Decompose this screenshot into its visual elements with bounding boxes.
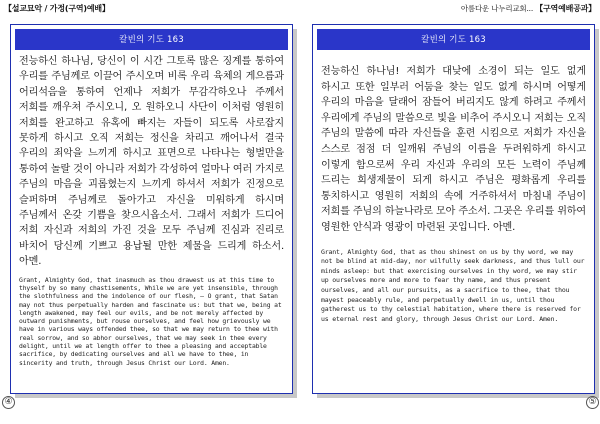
- korean-prayer-text: 전능하신 하나님, 당신이 이 시간 그토록 많은 징계를 통하여 우리를 주님께로 이끌어 주시오며 비록 우리 육체의 게으름과 어리석음을 통하여 언제나 저희가 무감각하오나 주께서 저희를 깨우쳐 주시오니, 오 원하오니 사단이 이처럼 영원히 저희를 완고하고 유혹에 빠지는 자들이 되도록 사로잡지 못하게 하시고 오직 저희는 정신을 차리고 깨어나서 결국 우리의 죄악을 느끼게 하시고 표면으로 나타나는 형벌만을 통하여 놀랄 것이 아니라 저희가 각성하여 얼마나 여러 가지로 주님의 마음을 괴롭혔는지 느끼게 하셔서 저희가 진정으로 슬퍼하며 주님께로 돌아가고 자신을 미워하게 하시며 주님께서 온갖 기쁨을 찾으시옵소서. 그래서 저희가 드디어 저희 자신과 저희의 가진 것을 모두 주님께 진심과 진리로 바치어 당신께 기쁘고 용납될 만한 제물을 드리게 하소서. 아멘.: [19, 56, 284, 268]
- english-prayer-text: Grant, Almighty God, that as thou shinest on us by thy word, we may not be blind at mid-day, nor wilfully seek darkness, and thus lull our minds asleep: but that exercising ourselves in thy word, we may stir up ourselves more and more to fear thy name, and thus present ourselves, and all our pursuits, as a sacrifice to thee, that thou mayest peaceably rule, and perpetually dwell in us, until thou gatherest us to thy celestial habitation, where there is reserved for us eternal rest and glory, through Jesus Christ our Lord. Amen.: [321, 247, 585, 323]
- header-section-name: 【구역예배공과】: [535, 4, 596, 13]
- korean-prayer-text: 전능하신 하나님! 저희가 대낮에 소경이 되는 일도 없게 하시고 또한 일부러 어둠을 찾는 일도 없게 하시며 어떻게 우리의 마음을 달래어 잠들어 버리지도 않게 하려고 주께서 우리에게 주님의 말씀으로 빛을 비추어 주시오니 저희는 오직 주님의 말씀에 따라 자신들을 훈련 시킴으로 저희가 자신을 스스로 점점 더 일깨워 주님의 이름을 두려워하게 하시고 이렇게 함으로써 우리 자신과 우리의 모든 노력이 주님께 드리는 희생제물이 되게 하시고 주님은 평화롭게 우리를 통치하시고 영원히 저희의 속에 거주하셔서 마침내 주님이 저희를 주님의 하늘나라로 모아 주소서. 그곳은 우리를 위하여 영원한 안식과 영광이 마련된 곳입니다. 아멘.: [321, 66, 586, 233]
- header-right-title: [461, 3, 596, 14]
- prayer-page-left: [10, 24, 293, 394]
- prayer-title: 칼빈의 기도 163: [317, 29, 590, 50]
- prayer-title: 칼빈의 기도 163: [15, 29, 288, 50]
- prayer-page-right: [312, 24, 595, 394]
- page-number-right: ⑤: [586, 396, 599, 409]
- page-number-left: ④: [2, 396, 15, 409]
- header-left-title: 【설교묘악 / 가정(구역)예배】: [4, 4, 110, 13]
- english-prayer-text: Grant, Almighty God, that inasmuch as thou drawest us at this time to thyself by so many chastisements, While we are yet insensible, through the slothfulness and the indolence of our flesh, — O grant, that Satan may not thus perpetually harden and fascinate us: but that we, being at length awakened, may feel our evils, and be not merely affected by outward punishments, but rouse ourselves, and feel how grievously we have in various ways offended thee, so that we may return to thee with real sorrow, and so abhor ourselves, that we may seek in thee every delight, until we at length offer to thee a pleasing and acceptable sacrifice, by dedicating ourselves and all we have to thee, in sincerity and truth, through Jesus Christ our Lord. Amen.: [19, 275, 282, 367]
- header-church-name: 아름다운 나누리교회...: [460, 4, 534, 13]
